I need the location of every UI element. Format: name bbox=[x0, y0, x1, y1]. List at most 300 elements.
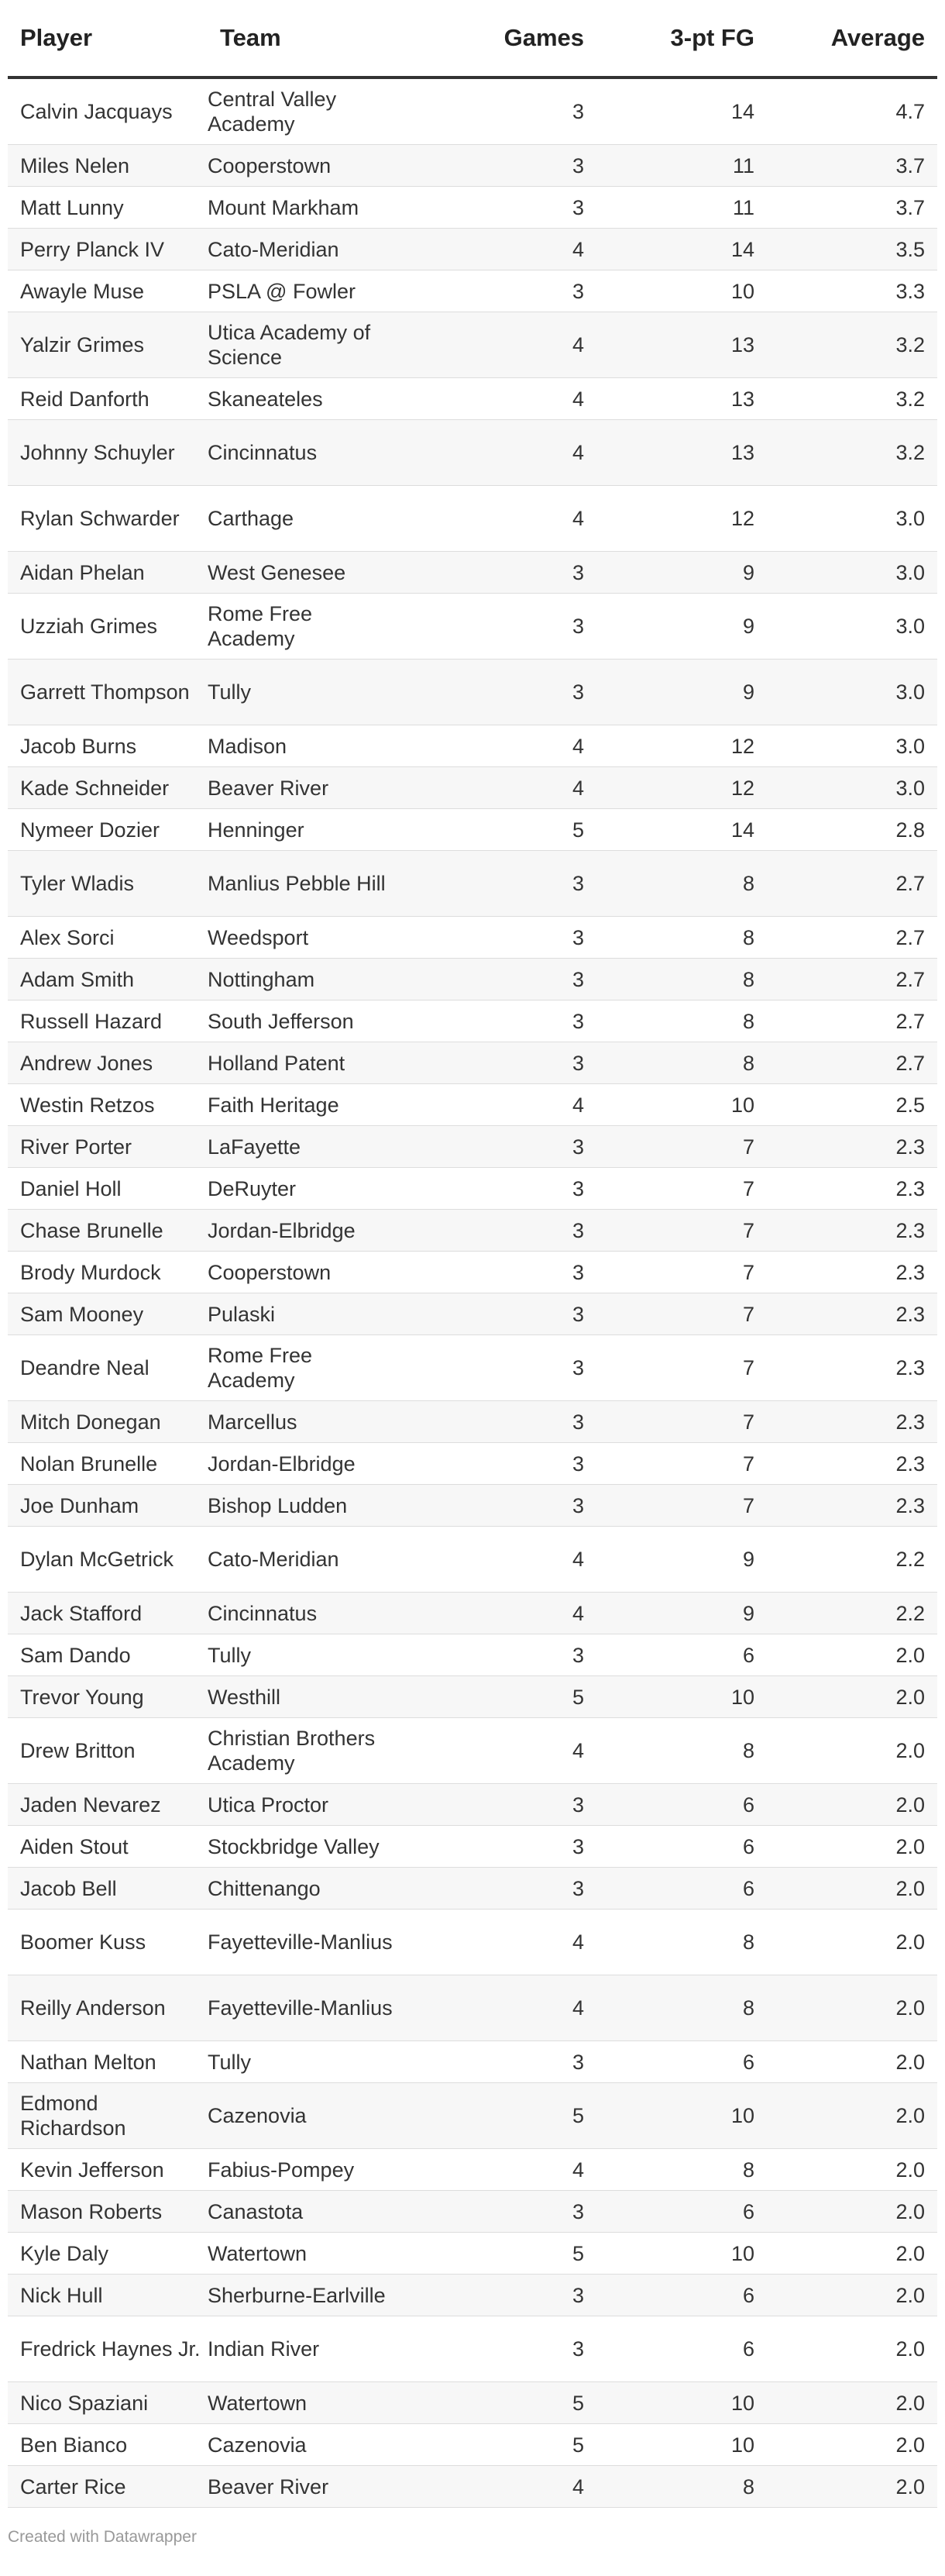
cell-player: Fredrick Haynes Jr. bbox=[8, 2316, 208, 2382]
cell-average: 2.3 bbox=[767, 1126, 937, 1168]
cell-player: Jaden Nevarez bbox=[8, 1784, 208, 1826]
cell-player: Jacob Burns bbox=[8, 725, 208, 767]
cell-games: 3 bbox=[411, 1868, 596, 1910]
cell-average: 2.8 bbox=[767, 809, 937, 851]
cell-average: 2.0 bbox=[767, 1634, 937, 1676]
cell-average: 2.7 bbox=[767, 1042, 937, 1084]
cell-3pt-fg: 13 bbox=[596, 420, 767, 486]
table-row bbox=[8, 851, 937, 917]
table-row bbox=[8, 725, 937, 767]
cell-average: 2.7 bbox=[767, 1000, 937, 1042]
column-header-player[interactable]: Player bbox=[8, 0, 208, 77]
cell-games: 3 bbox=[411, 1443, 596, 1485]
cell-3pt-fg: 8 bbox=[596, 1042, 767, 1084]
cell-team: Rome Free Academy bbox=[208, 594, 411, 659]
cell-games: 3 bbox=[411, 1401, 596, 1443]
table-row bbox=[8, 1000, 937, 1042]
table-row bbox=[8, 187, 937, 229]
cell-average: 2.0 bbox=[767, 2316, 937, 2382]
cell-team: Rome Free Academy bbox=[208, 1335, 411, 1401]
cell-player: Chase Brunelle bbox=[8, 1210, 208, 1252]
table-row bbox=[8, 1443, 937, 1485]
cell-games: 4 bbox=[411, 1975, 596, 2041]
cell-3pt-fg: 6 bbox=[596, 1634, 767, 1676]
cell-team: Cooperstown bbox=[208, 145, 411, 187]
cell-3pt-fg: 7 bbox=[596, 1126, 767, 1168]
cell-player: Drew Britton bbox=[8, 1718, 208, 1784]
table-row bbox=[8, 1634, 937, 1676]
cell-3pt-fg: 12 bbox=[596, 486, 767, 552]
cell-team: Tully bbox=[208, 1634, 411, 1676]
cell-3pt-fg: 9 bbox=[596, 594, 767, 659]
cell-team: Cincinnatus bbox=[208, 420, 411, 486]
cell-games: 3 bbox=[411, 1000, 596, 1042]
cell-player: Boomer Kuss bbox=[8, 1910, 208, 1975]
cell-team: Watertown bbox=[208, 2233, 411, 2275]
column-header-3pt-fg[interactable]: 3-pt FG bbox=[596, 0, 767, 77]
cell-average: 2.0 bbox=[767, 1676, 937, 1718]
table-row bbox=[8, 2191, 937, 2233]
table-row bbox=[8, 1718, 937, 1784]
cell-player: Nick Hull bbox=[8, 2275, 208, 2316]
cell-team: Sherburne-Earlville bbox=[208, 2275, 411, 2316]
cell-3pt-fg: 13 bbox=[596, 378, 767, 420]
cell-3pt-fg: 7 bbox=[596, 1168, 767, 1210]
cell-team: Mount Markham bbox=[208, 187, 411, 229]
cell-player: Jack Stafford bbox=[8, 1593, 208, 1634]
cell-3pt-fg: 8 bbox=[596, 2466, 767, 2508]
table-row bbox=[8, 1168, 937, 1210]
table-row bbox=[8, 312, 937, 378]
cell-games: 5 bbox=[411, 2382, 596, 2424]
cell-3pt-fg: 8 bbox=[596, 1718, 767, 1784]
cell-3pt-fg: 6 bbox=[596, 2191, 767, 2233]
table-row bbox=[8, 659, 937, 725]
cell-average: 2.2 bbox=[767, 1527, 937, 1593]
cell-3pt-fg: 8 bbox=[596, 1975, 767, 2041]
cell-player: Carter Rice bbox=[8, 2466, 208, 2508]
cell-games: 3 bbox=[411, 1826, 596, 1868]
table-row bbox=[8, 917, 937, 959]
cell-team: Utica Academy of Science bbox=[208, 312, 411, 378]
cell-team: Tully bbox=[208, 2041, 411, 2083]
cell-3pt-fg: 6 bbox=[596, 1868, 767, 1910]
cell-games: 3 bbox=[411, 2275, 596, 2316]
cell-3pt-fg: 9 bbox=[596, 1527, 767, 1593]
table-row bbox=[8, 1593, 937, 1634]
table-row bbox=[8, 1126, 937, 1168]
column-header-team[interactable]: Team bbox=[208, 0, 411, 77]
table-row bbox=[8, 2149, 937, 2191]
cell-average: 2.0 bbox=[767, 2041, 937, 2083]
cell-games: 4 bbox=[411, 378, 596, 420]
cell-games: 3 bbox=[411, 77, 596, 145]
cell-team: Holland Patent bbox=[208, 1042, 411, 1084]
table-container bbox=[8, 0, 937, 2508]
cell-average: 3.3 bbox=[767, 270, 937, 312]
table-row bbox=[8, 1910, 937, 1975]
cell-3pt-fg: 8 bbox=[596, 851, 767, 917]
table-row bbox=[8, 552, 937, 594]
cell-games: 3 bbox=[411, 145, 596, 187]
table-row bbox=[8, 2041, 937, 2083]
cell-team: Weedsport bbox=[208, 917, 411, 959]
cell-average: 3.5 bbox=[767, 229, 937, 270]
cell-3pt-fg: 8 bbox=[596, 1000, 767, 1042]
cell-player: Daniel Holl bbox=[8, 1168, 208, 1210]
cell-3pt-fg: 7 bbox=[596, 1485, 767, 1527]
cell-player: Trevor Young bbox=[8, 1676, 208, 1718]
cell-3pt-fg: 7 bbox=[596, 1252, 767, 1293]
cell-3pt-fg: 8 bbox=[596, 917, 767, 959]
cell-team: Manlius Pebble Hill bbox=[208, 851, 411, 917]
cell-games: 4 bbox=[411, 1718, 596, 1784]
cell-average: 3.7 bbox=[767, 187, 937, 229]
cell-team: Fayetteville-Manlius bbox=[208, 1910, 411, 1975]
table-row bbox=[8, 2233, 937, 2275]
cell-3pt-fg: 10 bbox=[596, 2083, 767, 2149]
cell-team: West Genesee bbox=[208, 552, 411, 594]
table-row bbox=[8, 270, 937, 312]
cell-average: 3.0 bbox=[767, 659, 937, 725]
table-row bbox=[8, 1042, 937, 1084]
cell-3pt-fg: 9 bbox=[596, 659, 767, 725]
cell-games: 3 bbox=[411, 594, 596, 659]
cell-player: Alex Sorci bbox=[8, 917, 208, 959]
cell-player: Awayle Muse bbox=[8, 270, 208, 312]
table-row bbox=[8, 1485, 937, 1527]
table-row bbox=[8, 145, 937, 187]
cell-3pt-fg: 14 bbox=[596, 809, 767, 851]
cell-team: Fabius-Pompey bbox=[208, 2149, 411, 2191]
cell-average: 3.0 bbox=[767, 594, 937, 659]
cell-games: 4 bbox=[411, 420, 596, 486]
cell-games: 4 bbox=[411, 725, 596, 767]
cell-player: Mason Roberts bbox=[8, 2191, 208, 2233]
cell-average: 3.2 bbox=[767, 420, 937, 486]
table-row bbox=[8, 2466, 937, 2508]
cell-average: 2.7 bbox=[767, 851, 937, 917]
cell-team: Cato-Meridian bbox=[208, 229, 411, 270]
cell-3pt-fg: 7 bbox=[596, 1335, 767, 1401]
cell-player: Sam Mooney bbox=[8, 1293, 208, 1335]
cell-3pt-fg: 6 bbox=[596, 2041, 767, 2083]
cell-3pt-fg: 6 bbox=[596, 2316, 767, 2382]
table-row bbox=[8, 809, 937, 851]
cell-average: 2.2 bbox=[767, 1593, 937, 1634]
cell-average: 3.2 bbox=[767, 378, 937, 420]
cell-games: 5 bbox=[411, 2424, 596, 2466]
cell-average: 2.0 bbox=[767, 1826, 937, 1868]
cell-team: Indian River bbox=[208, 2316, 411, 2382]
cell-average: 3.0 bbox=[767, 767, 937, 809]
cell-team: Cincinnatus bbox=[208, 1593, 411, 1634]
cell-average: 2.0 bbox=[767, 2424, 937, 2466]
cell-team: South Jefferson bbox=[208, 1000, 411, 1042]
cell-team: Henninger bbox=[208, 809, 411, 851]
cell-player: Nico Spaziani bbox=[8, 2382, 208, 2424]
cell-3pt-fg: 7 bbox=[596, 1443, 767, 1485]
cell-average: 3.0 bbox=[767, 486, 937, 552]
cell-games: 5 bbox=[411, 809, 596, 851]
cell-team: Bishop Ludden bbox=[208, 1485, 411, 1527]
cell-3pt-fg: 8 bbox=[596, 959, 767, 1000]
cell-team: Faith Heritage bbox=[208, 1084, 411, 1126]
cell-3pt-fg: 9 bbox=[596, 552, 767, 594]
cell-average: 2.0 bbox=[767, 1784, 937, 1826]
column-header-games[interactable]: Games bbox=[411, 0, 596, 77]
cell-player: Uzziah Grimes bbox=[8, 594, 208, 659]
table-row bbox=[8, 1252, 937, 1293]
table-row bbox=[8, 1293, 937, 1335]
table-row bbox=[8, 1335, 937, 1401]
cell-average: 2.0 bbox=[767, 2149, 937, 2191]
cell-3pt-fg: 7 bbox=[596, 1293, 767, 1335]
cell-3pt-fg: 9 bbox=[596, 1593, 767, 1634]
cell-games: 4 bbox=[411, 1084, 596, 1126]
cell-average: 2.0 bbox=[767, 2466, 937, 2508]
table-row bbox=[8, 1401, 937, 1443]
cell-games: 4 bbox=[411, 312, 596, 378]
cell-games: 3 bbox=[411, 270, 596, 312]
cell-3pt-fg: 6 bbox=[596, 1784, 767, 1826]
cell-team: Cazenovia bbox=[208, 2424, 411, 2466]
cell-player: Aidan Phelan bbox=[8, 552, 208, 594]
cell-team: Skaneateles bbox=[208, 378, 411, 420]
table-row bbox=[8, 2275, 937, 2316]
cell-player: Mitch Donegan bbox=[8, 1401, 208, 1443]
cell-team: Canastota bbox=[208, 2191, 411, 2233]
cell-average: 2.0 bbox=[767, 1868, 937, 1910]
table-row bbox=[8, 486, 937, 552]
cell-3pt-fg: 7 bbox=[596, 1210, 767, 1252]
cell-player: Edmond Richardson bbox=[8, 2083, 208, 2149]
cell-average: 2.0 bbox=[767, 1910, 937, 1975]
cell-games: 3 bbox=[411, 1126, 596, 1168]
cell-games: 3 bbox=[411, 1252, 596, 1293]
cell-average: 2.3 bbox=[767, 1293, 937, 1335]
cell-team: Carthage bbox=[208, 486, 411, 552]
cell-player: Deandre Neal bbox=[8, 1335, 208, 1401]
header-row bbox=[8, 0, 937, 77]
cell-average: 2.0 bbox=[767, 2233, 937, 2275]
cell-games: 3 bbox=[411, 1784, 596, 1826]
table-row bbox=[8, 1676, 937, 1718]
cell-team: Jordan-Elbridge bbox=[208, 1443, 411, 1485]
table-row bbox=[8, 420, 937, 486]
cell-average: 2.3 bbox=[767, 1443, 937, 1485]
table-row bbox=[8, 1210, 937, 1252]
table-row bbox=[8, 2424, 937, 2466]
cell-3pt-fg: 14 bbox=[596, 77, 767, 145]
cell-average: 2.7 bbox=[767, 917, 937, 959]
cell-player: Garrett Thompson bbox=[8, 659, 208, 725]
table-row bbox=[8, 1084, 937, 1126]
cell-player: Andrew Jones bbox=[8, 1042, 208, 1084]
cell-player: Johnny Schuyler bbox=[8, 420, 208, 486]
cell-games: 4 bbox=[411, 767, 596, 809]
cell-3pt-fg: 10 bbox=[596, 2424, 767, 2466]
cell-games: 5 bbox=[411, 1676, 596, 1718]
column-header-average[interactable]: Average bbox=[767, 0, 937, 77]
cell-games: 4 bbox=[411, 1910, 596, 1975]
cell-player: Aiden Stout bbox=[8, 1826, 208, 1868]
cell-player: Rylan Schwarder bbox=[8, 486, 208, 552]
table-row bbox=[8, 2316, 937, 2382]
cell-average: 3.7 bbox=[767, 145, 937, 187]
datawrapper-credit[interactable]: Created with Datawrapper bbox=[8, 2528, 197, 2546]
cell-player: Tyler Wladis bbox=[8, 851, 208, 917]
cell-average: 2.3 bbox=[767, 1252, 937, 1293]
cell-player: Ben Bianco bbox=[8, 2424, 208, 2466]
cell-team: Chittenango bbox=[208, 1868, 411, 1910]
cell-games: 4 bbox=[411, 486, 596, 552]
cell-player: Brody Murdock bbox=[8, 1252, 208, 1293]
cell-team: Cooperstown bbox=[208, 1252, 411, 1293]
cell-player: Nolan Brunelle bbox=[8, 1443, 208, 1485]
cell-3pt-fg: 8 bbox=[596, 2149, 767, 2191]
cell-3pt-fg: 10 bbox=[596, 1084, 767, 1126]
cell-team: Beaver River bbox=[208, 767, 411, 809]
table-row bbox=[8, 1527, 937, 1593]
cell-games: 3 bbox=[411, 2191, 596, 2233]
cell-player: River Porter bbox=[8, 1126, 208, 1168]
cell-3pt-fg: 12 bbox=[596, 725, 767, 767]
cell-3pt-fg: 8 bbox=[596, 1910, 767, 1975]
cell-team: Westhill bbox=[208, 1676, 411, 1718]
cell-average: 2.0 bbox=[767, 2191, 937, 2233]
cell-games: 3 bbox=[411, 1293, 596, 1335]
cell-games: 3 bbox=[411, 1335, 596, 1401]
cell-average: 2.0 bbox=[767, 2382, 937, 2424]
cell-average: 2.7 bbox=[767, 959, 937, 1000]
cell-average: 2.3 bbox=[767, 1401, 937, 1443]
table-row bbox=[8, 767, 937, 809]
cell-team: LaFayette bbox=[208, 1126, 411, 1168]
table-row bbox=[8, 1868, 937, 1910]
cell-games: 5 bbox=[411, 2233, 596, 2275]
cell-games: 3 bbox=[411, 2316, 596, 2382]
table-row bbox=[8, 1975, 937, 2041]
cell-team: Fayetteville-Manlius bbox=[208, 1975, 411, 2041]
cell-player: Joe Dunham bbox=[8, 1485, 208, 1527]
cell-player: Dylan McGetrick bbox=[8, 1527, 208, 1593]
cell-games: 3 bbox=[411, 552, 596, 594]
cell-team: PSLA @ Fowler bbox=[208, 270, 411, 312]
cell-average: 2.0 bbox=[767, 2083, 937, 2149]
cell-games: 3 bbox=[411, 1168, 596, 1210]
cell-average: 2.3 bbox=[767, 1485, 937, 1527]
cell-player: Reilly Anderson bbox=[8, 1975, 208, 2041]
table-row bbox=[8, 2382, 937, 2424]
cell-games: 3 bbox=[411, 1634, 596, 1676]
cell-player: Miles Nelen bbox=[8, 145, 208, 187]
cell-3pt-fg: 14 bbox=[596, 229, 767, 270]
cell-games: 3 bbox=[411, 1042, 596, 1084]
table-row bbox=[8, 229, 937, 270]
cell-3pt-fg: 10 bbox=[596, 1676, 767, 1718]
cell-player: Perry Planck IV bbox=[8, 229, 208, 270]
cell-team: Beaver River bbox=[208, 2466, 411, 2508]
cell-average: 2.3 bbox=[767, 1335, 937, 1401]
cell-3pt-fg: 6 bbox=[596, 1826, 767, 1868]
cell-3pt-fg: 12 bbox=[596, 767, 767, 809]
cell-games: 4 bbox=[411, 1527, 596, 1593]
data-table bbox=[8, 0, 937, 2508]
cell-games: 3 bbox=[411, 959, 596, 1000]
cell-games: 3 bbox=[411, 917, 596, 959]
cell-games: 4 bbox=[411, 229, 596, 270]
cell-average: 2.3 bbox=[767, 1210, 937, 1252]
cell-games: 4 bbox=[411, 2149, 596, 2191]
cell-average: 3.0 bbox=[767, 725, 937, 767]
cell-team: Christian Brothers Academy bbox=[208, 1718, 411, 1784]
cell-player: Nymeer Dozier bbox=[8, 809, 208, 851]
cell-games: 3 bbox=[411, 2041, 596, 2083]
cell-3pt-fg: 7 bbox=[596, 1401, 767, 1443]
table-row bbox=[8, 2083, 937, 2149]
cell-player: Adam Smith bbox=[8, 959, 208, 1000]
cell-3pt-fg: 11 bbox=[596, 187, 767, 229]
cell-3pt-fg: 10 bbox=[596, 2233, 767, 2275]
cell-average: 2.0 bbox=[767, 1975, 937, 2041]
cell-team: Marcellus bbox=[208, 1401, 411, 1443]
cell-team: Central Valley Academy bbox=[208, 77, 411, 145]
cell-team: Cato-Meridian bbox=[208, 1527, 411, 1593]
cell-team: Jordan-Elbridge bbox=[208, 1210, 411, 1252]
cell-average: 2.3 bbox=[767, 1168, 937, 1210]
cell-player: Kyle Daly bbox=[8, 2233, 208, 2275]
cell-player: Jacob Bell bbox=[8, 1868, 208, 1910]
cell-team: Utica Proctor bbox=[208, 1784, 411, 1826]
cell-3pt-fg: 6 bbox=[596, 2275, 767, 2316]
table-header bbox=[8, 0, 937, 77]
cell-team: Nottingham bbox=[208, 959, 411, 1000]
cell-games: 3 bbox=[411, 1485, 596, 1527]
cell-games: 3 bbox=[411, 659, 596, 725]
cell-average: 2.0 bbox=[767, 1718, 937, 1784]
cell-games: 3 bbox=[411, 851, 596, 917]
cell-player: Kevin Jefferson bbox=[8, 2149, 208, 2191]
table-row bbox=[8, 1826, 937, 1868]
table-row bbox=[8, 959, 937, 1000]
cell-team: Cazenovia bbox=[208, 2083, 411, 2149]
cell-player: Russell Hazard bbox=[8, 1000, 208, 1042]
cell-team: Pulaski bbox=[208, 1293, 411, 1335]
cell-3pt-fg: 11 bbox=[596, 145, 767, 187]
cell-average: 4.7 bbox=[767, 77, 937, 145]
cell-average: 3.2 bbox=[767, 312, 937, 378]
cell-games: 4 bbox=[411, 1593, 596, 1634]
table-body bbox=[8, 77, 937, 2508]
cell-team: Tully bbox=[208, 659, 411, 725]
cell-games: 3 bbox=[411, 187, 596, 229]
cell-games: 5 bbox=[411, 2083, 596, 2149]
table-row bbox=[8, 77, 937, 145]
cell-3pt-fg: 13 bbox=[596, 312, 767, 378]
cell-games: 4 bbox=[411, 2466, 596, 2508]
table-row bbox=[8, 594, 937, 659]
cell-player: Westin Retzos bbox=[8, 1084, 208, 1126]
cell-average: 2.0 bbox=[767, 2275, 937, 2316]
cell-3pt-fg: 10 bbox=[596, 2382, 767, 2424]
cell-player: Matt Lunny bbox=[8, 187, 208, 229]
cell-games: 3 bbox=[411, 1210, 596, 1252]
cell-player: Kade Schneider bbox=[8, 767, 208, 809]
cell-team: DeRuyter bbox=[208, 1168, 411, 1210]
cell-average: 2.5 bbox=[767, 1084, 937, 1126]
table-row bbox=[8, 378, 937, 420]
